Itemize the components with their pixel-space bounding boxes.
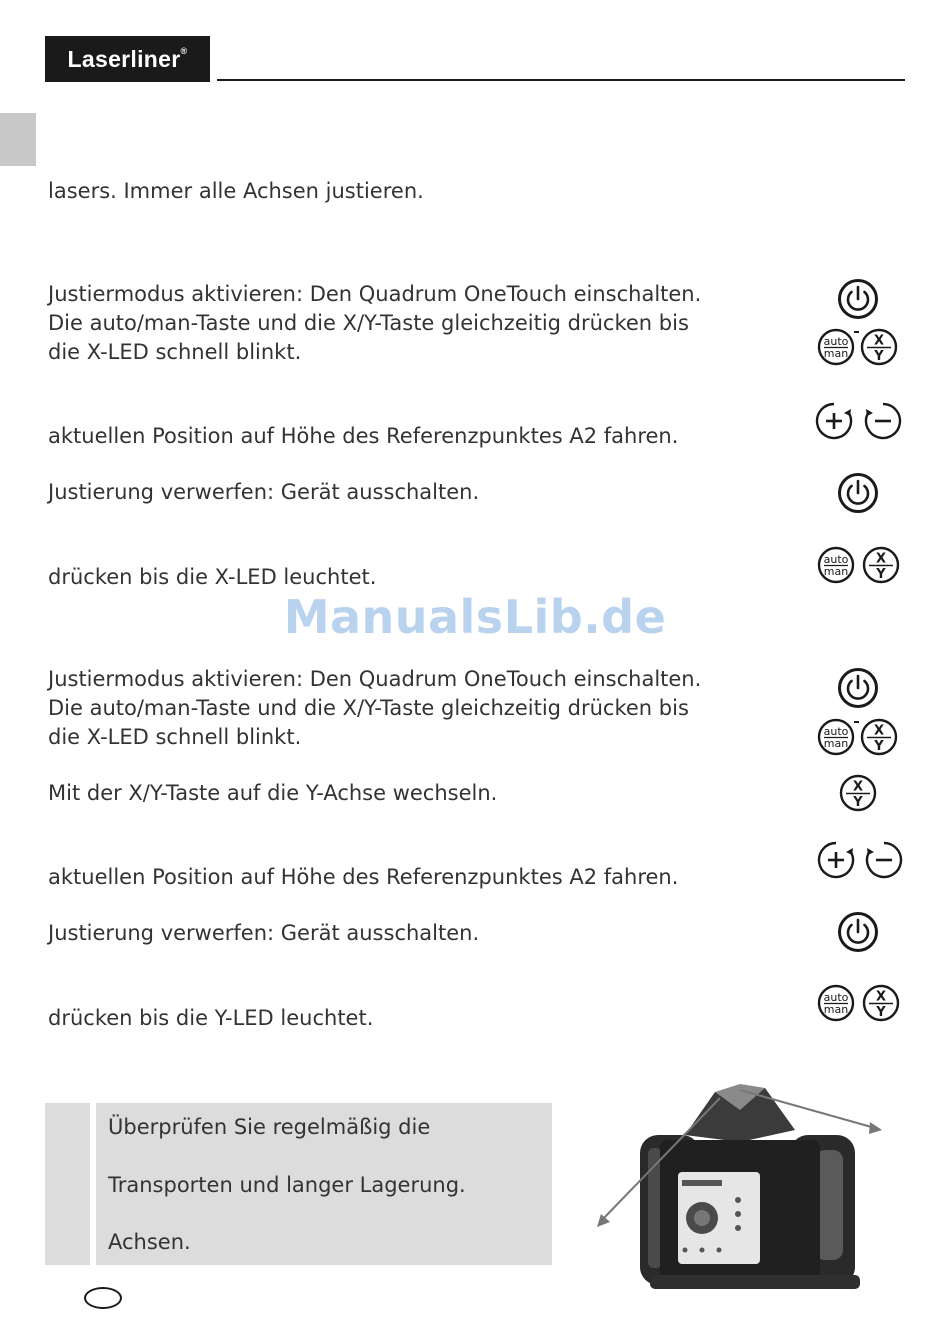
key-combo-connector-icon xyxy=(854,331,859,333)
y-step2-text: Mit der X/Y-Taste auf die Y-Achse wechseln. xyxy=(48,781,498,805)
xy-icon xyxy=(839,774,877,812)
watermark: ManualsLib.de xyxy=(283,590,667,644)
x-step4-text: drücken bis die X-LED leuchtet. xyxy=(48,565,377,589)
y-step1-line3: die X-LED schnell blinkt. xyxy=(48,725,302,749)
auto-man-icon xyxy=(817,984,855,1022)
note-line-3: Achsen. xyxy=(108,1230,191,1254)
registered-mark: ® xyxy=(180,46,188,56)
y-step1-line1: Justiermodus aktivieren: Den Quadrum OneTouch einschalten. xyxy=(48,667,702,691)
xy-icon xyxy=(862,984,900,1022)
x-step1-line1: Justiermodus aktivieren: Den Quadrum OneTouch einschalten. xyxy=(48,282,702,306)
x-step1-line3: die X-LED schnell blinkt. xyxy=(48,340,302,364)
xy-icon xyxy=(860,328,898,366)
rotation-laser-illustration xyxy=(590,1080,890,1295)
minus-rotate-icon xyxy=(865,841,903,879)
key-combo-connector-icon xyxy=(854,721,859,723)
note-icon-column xyxy=(45,1103,90,1265)
power-icon xyxy=(837,278,879,320)
auto-man-icon xyxy=(817,546,855,584)
x-step3-text: Justierung verwerfen: Gerät ausschalten. xyxy=(48,480,480,504)
plus-rotate-icon xyxy=(817,841,855,879)
x-step1-line2: Die auto/man-Taste und die X/Y-Taste gleichzeitig drücken bis xyxy=(48,311,689,335)
auto-man-icon xyxy=(817,328,855,366)
note-box xyxy=(96,1103,552,1265)
intro-text: lasers. Immer alle Achsen justieren. xyxy=(48,179,424,203)
note-line-1: Überprüfen Sie regelmäßig die xyxy=(108,1115,431,1139)
y-step3-text: aktuellen Position auf Höhe des Referenzpunktes A2 fahren. xyxy=(48,865,679,889)
y-step5-text: drücken bis die Y-LED leuchtet. xyxy=(48,1006,374,1030)
minus-rotate-icon xyxy=(864,402,902,440)
power-icon xyxy=(837,472,879,514)
header-rule xyxy=(217,79,905,81)
brand-name: Laserliner xyxy=(67,46,181,72)
language-side-tab xyxy=(0,113,36,166)
language-indicator-oval xyxy=(84,1287,122,1309)
xy-icon xyxy=(862,546,900,584)
brand-logo xyxy=(45,36,210,82)
y-step1-line2: Die auto/man-Taste und die X/Y-Taste gleichzeitig drücken bis xyxy=(48,696,689,720)
note-line-2: Transporten und langer Lagerung. xyxy=(108,1173,466,1197)
xy-icon xyxy=(860,718,898,756)
auto-man-icon xyxy=(817,718,855,756)
power-icon xyxy=(837,667,879,709)
plus-rotate-icon xyxy=(815,402,853,440)
power-icon xyxy=(837,911,879,953)
y-step4-text: Justierung verwerfen: Gerät ausschalten. xyxy=(48,921,480,945)
x-step2-text: aktuellen Position auf Höhe des Referenzpunktes A2 fahren. xyxy=(48,424,679,448)
